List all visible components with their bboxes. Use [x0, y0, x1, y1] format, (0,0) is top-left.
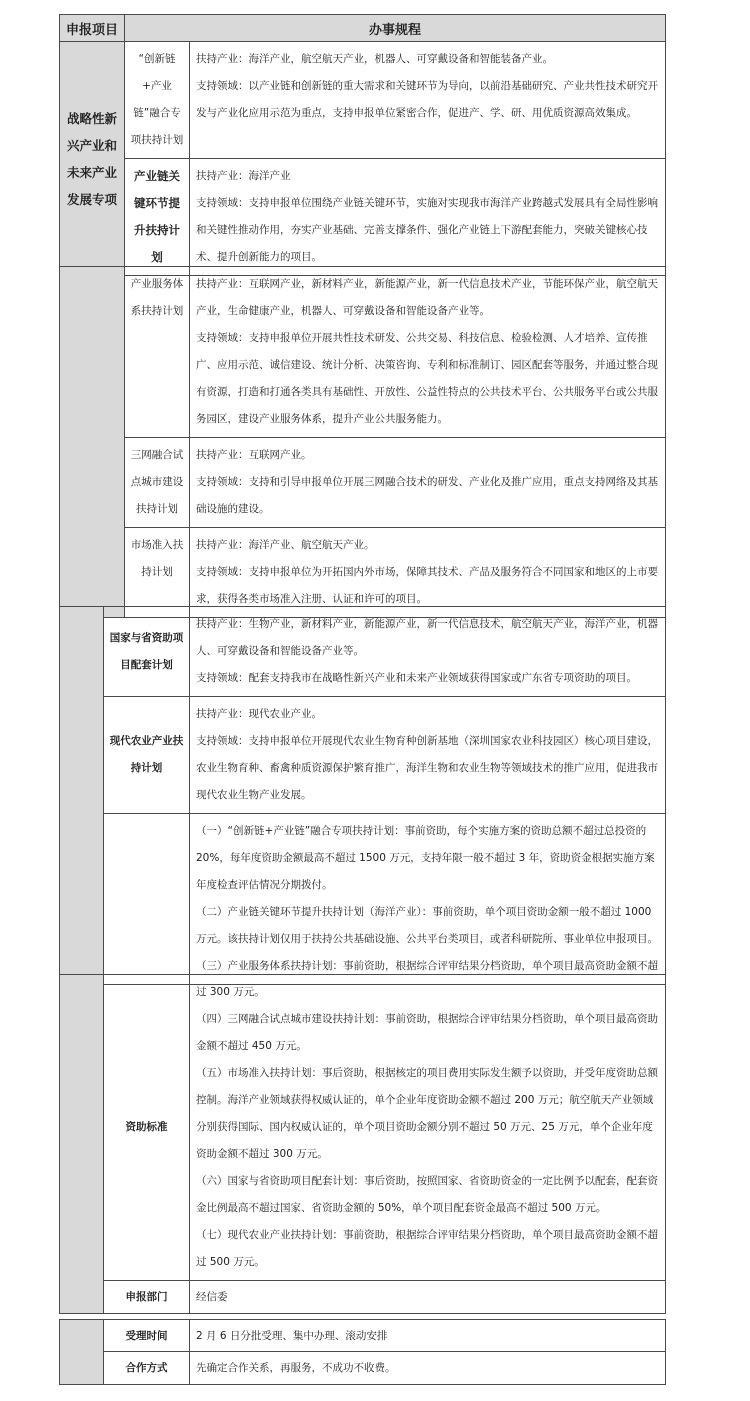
funding-item: （三）产业服务体系扶持计划：事前资助，根据综合评审结果分档资助，单个项目最高资助金额不超 — [196, 960, 658, 972]
funding-label: 资助标准 — [125, 1121, 168, 1133]
plan-scope: 支持领域：配套支持我市在战略性新兴产业和未来产业领域获得国家或广东省专项资助的项目。 — [196, 672, 637, 684]
plan-industry: 扶持产业：海洋产业，航空航天产业，机器人、可穿戴设备和智能装备产业。 — [196, 53, 553, 65]
strategic-label: 战略性新兴产业和未来产业发展专项 — [66, 110, 117, 207]
coop-label: 合作方式 — [125, 1362, 168, 1374]
department-value: 经信委 — [196, 1291, 228, 1303]
plan-name: 三网融合试点城市建设扶持计划 — [130, 449, 184, 515]
service-table — [59, 266, 666, 618]
funding-item: （六）国家与省资助项目配套计划：事后资助，按照国家、省资助资金的一定比例予以配套，配套资金比例最高不超过国家、省资助金额的 50%，单个项目配套资金最高不超过 500 万元。 — [196, 1175, 658, 1214]
plan-scope: 支持领域：支持申报单位围绕产业链关键环节，实施对实现我市海洋产业跨越式发展具有全局性影响和关键性推动作用，夯实产业基础、完善支撑条件、强化产业链上下游配套能力，突破关键核心技术、提升创新能力的项目。 — [196, 197, 658, 263]
funding-item: 过 300 万元。 — [196, 986, 265, 998]
plan-scope: 支持领域：支持申报单位开展现代农业生物育种创新基地（深圳国家农业科技园区）核心项目建设，农业生物育种、畜禽种质资源保护繁育推广，海洋生物和农业生物等领域技术的推广应用，促进我市现代农业生物产业发展。 — [196, 735, 658, 801]
plan-scope: 支持领域：支持申报单位为开拓国内外市场，保障其技术、产品及服务符合不同国家和地区的上市要求，获得各类市场准入注册、认证和许可的项目。 — [196, 566, 658, 605]
accept-label: 受理时间 — [125, 1329, 168, 1342]
accept-value: 2 月 6 日分批受理、集中办理、滚动安排 — [196, 1329, 388, 1342]
strategic-table — [59, 14, 666, 276]
plan-industry: 扶持产业：海洋产业、航空航天产业。 — [196, 539, 375, 551]
plan-industry: 扶持产业：生物产业，新材料产业，新能源产业，新一代信息技术，航空航天产业，海洋产业，机器人、可穿戴设备和智能设备产业等。 — [196, 618, 658, 657]
plan-scope: 支持领域：支持申报单位开展共性技术研发、公共交易、科技信息、检验检测、人才培养、宣传推广、应用示范、诚信建设、统计分析、决策咨询、专利和标准制订、园区配套等服务，并通过整合现有资源，打造和打通各类具有基础性、开放性、公益性特点的公共技术平台、公共服务平台或公共服务园区，建设产业服务体系，提升产业公共服务能力。 — [196, 332, 658, 425]
plan-industry: 扶持产业：互联网产业。 — [196, 449, 312, 461]
plan-industry: 扶持产业：现代农业产业。 — [196, 708, 322, 720]
funding-item: （七）现代农业产业扶持计划：事前资助，根据综合评审结果分档资助，单个项目最高资助金额不超过 500 万元。 — [196, 1229, 658, 1268]
header-project: 申报项目 — [60, 15, 125, 42]
plan-industry: 扶持产业：互联网产业，新材料产业，新能源产业，新一代信息技术产业，节能环保产业，航空航天产业，生命健康产业，机器人、可穿戴设备和智能设备产业等。 — [196, 278, 658, 317]
funding-table — [59, 974, 666, 1314]
matching-table — [59, 606, 666, 985]
coop-value: 先确定合作关系，再服务，不成功不收费。 — [196, 1362, 396, 1374]
accept-table — [59, 1319, 666, 1385]
funding-item: （一）“创新链+产业链”融合专项扶持计划：事前资助，每个实施方案的资助总额不超过总投资的20%，每年度资助金额最高不超过 1500 万元，支持年限一般不超过 3 年，资助资金根据实施方案年度检查评估情况分期拨付。 — [196, 825, 655, 891]
plan-name: 产业链关键环节提升扶持计划 — [134, 169, 180, 264]
plan-name: 产业服务体系扶持计划 — [130, 278, 184, 317]
plan-name: 现代农业产业扶持计划 — [109, 735, 184, 774]
plan-name: “创新链+产业链”融合专项扶持计划 — [130, 53, 184, 146]
plan-industry: 扶持产业：海洋产业 — [196, 170, 291, 182]
plan-name: 市场准入扶持计划 — [130, 539, 184, 578]
funding-item: （二）产业链关键环节提升扶持计划（海洋产业）：事前资助，单个项目资助金额一般不超过 1000 万元。该扶持计划仅用于扶持公共基础设施、公共平台类项目，或者科研院所、事业单位申报项目。 — [196, 906, 658, 945]
plan-name: 国家与省资助项目配套计划 — [109, 631, 184, 671]
plan-scope: 支持领域：以产业链和创新链的重大需求和关键环节为导向，以前沿基础研究、产业共性技术研究开发与产业化应用示范为重点，支持申报单位紧密合作，促进产、学、研、用优质资源高效集成。 — [196, 80, 658, 119]
department-label: 申报部门 — [125, 1291, 168, 1303]
header-procedure: 办事规程 — [125, 15, 666, 42]
funding-item: （四）三网融合试点城市建设扶持计划：事前资助，根据综合评审结果分档资助，单个项目最高资助金额不超过 450 万元。 — [196, 1013, 658, 1052]
funding-item: （五）市场准入扶持计划：事后资助，根据核定的项目费用实际发生额予以资助，并受年度资助总额控制。海洋产业领域获得权威认证的，单个企业年度资助金额不超过 200 万元；航空航天产业领域分别获得国际、国内权威认证的，单个项目资助金额分别不超过 50 万元、25 万元，单个企业年度资助金额不超过 300 万元。 — [196, 1067, 658, 1160]
plan-scope: 支持领域：支持和引导申报单位开展三网融合技术的研发、产业化及推广应用，重点支持网络及其基础设施的建设。 — [196, 476, 658, 515]
